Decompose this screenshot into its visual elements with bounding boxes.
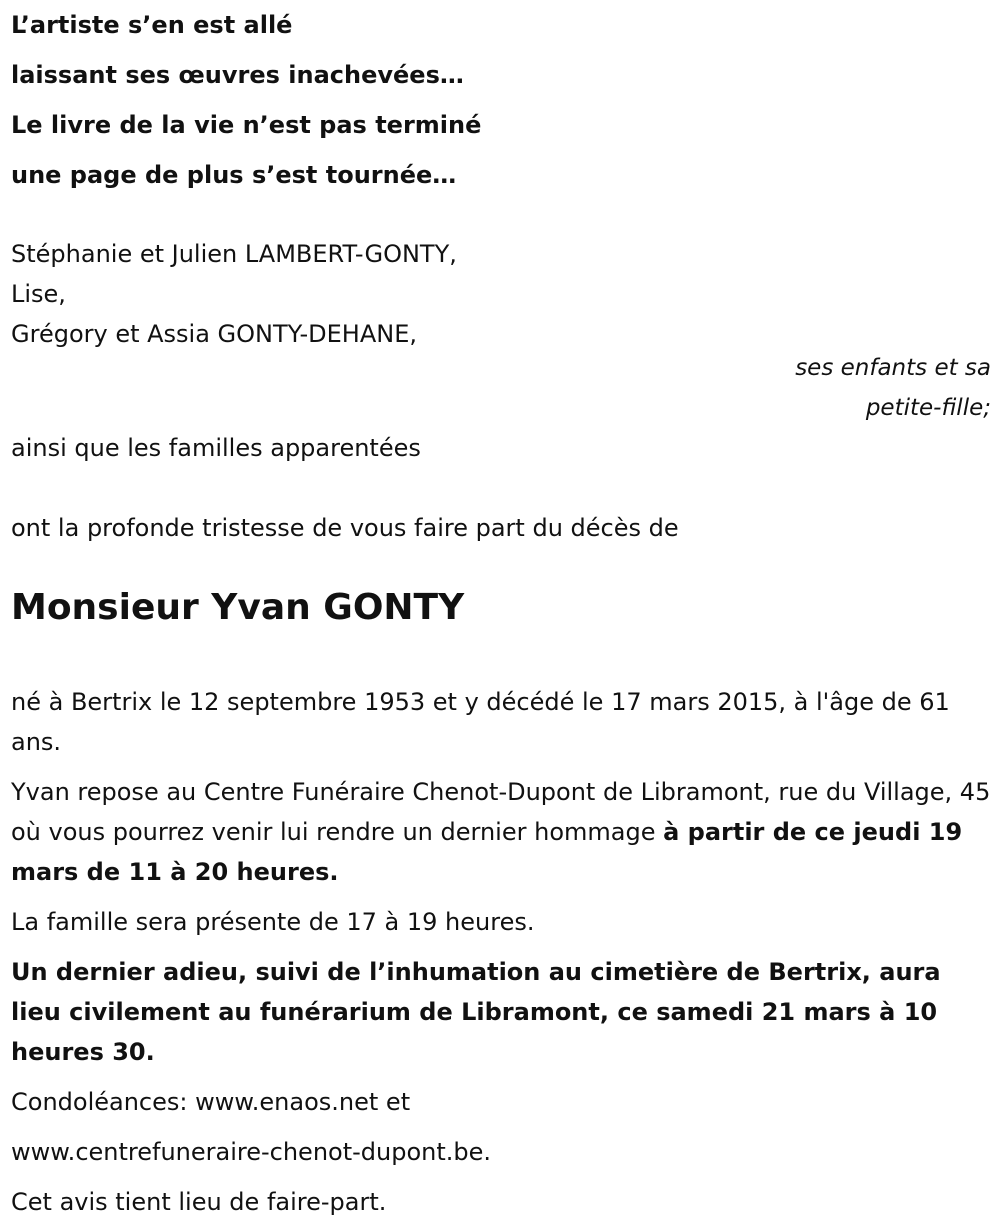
poem xyxy=(11,0,991,200)
announcement-line: ont la profonde tristesse de vous faire part du décès de xyxy=(11,514,679,542)
poem-line: une page de plus s’est tournée… xyxy=(11,161,457,189)
visiting-hours: à partir de ce jeudi 19 mars de 11 à 20 heures. xyxy=(11,818,963,886)
ceremony-paragraph: Un dernier adieu, suivi de l’inhumation au cimetière de Bertrix, aura lieu civilement au funérarium de Libramont, ce samedi 21 mars à 10 heures 30. xyxy=(11,958,941,1066)
condolences-url: www.centrefuneraire-chenot-dupont.be. xyxy=(11,1138,492,1166)
notice-line: Cet avis tient lieu de faire-part. xyxy=(11,1188,387,1216)
poem-line: laissant ses œuvres inachevées… xyxy=(11,61,464,89)
deceased-name: Monsieur Yvan GONTY xyxy=(11,587,465,628)
family-name: Grégory et Assia GONTY-DEHANE, xyxy=(11,320,417,348)
family-names xyxy=(11,234,991,354)
poem-line: Le livre de la vie n’est pas terminé xyxy=(11,111,482,139)
family-name: Stéphanie et Julien LAMBERT-GONTY, xyxy=(11,240,457,268)
relatives-line: ainsi que les familles apparentées xyxy=(11,434,421,462)
family-relation xyxy=(11,348,991,428)
repose-paragraph xyxy=(11,772,991,892)
repose-text: Yvan repose au Centre Funéraire Chenot-Dupont de Libramont, rue du Village, 45 où vous pourrez venir lui rendre un dernier hommage xyxy=(11,778,991,846)
birth-death-paragraph: né à Bertrix le 12 septembre 1953 et y décédé le 17 mars 2015, à l'âge de 61 ans. xyxy=(11,688,950,756)
family-name: Lise, xyxy=(11,280,66,308)
poem-line: L’artiste s’en est allé xyxy=(11,11,293,39)
condolences-line: Condoléances: www.enaos.net et xyxy=(11,1088,411,1116)
family-presence-paragraph: La famille sera présente de 17 à 19 heures. xyxy=(11,908,535,936)
relation-line: petite-fille; xyxy=(865,395,991,421)
obituary-notice xyxy=(11,0,991,1222)
relation-line: ses enfants et sa xyxy=(795,355,991,381)
